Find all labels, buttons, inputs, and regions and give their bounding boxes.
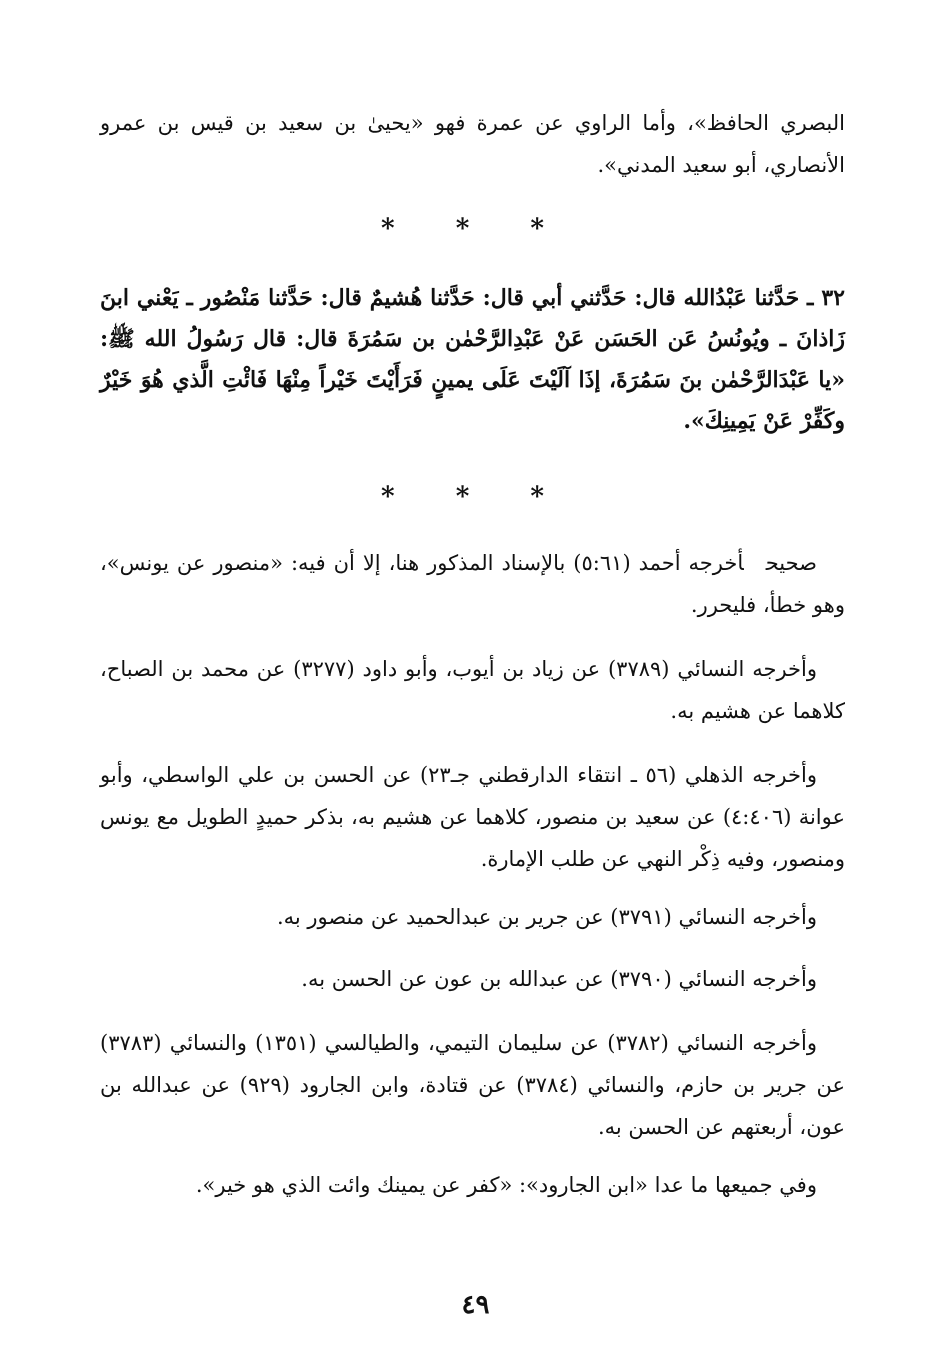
- paragraph-takhrij-multiple: وأخرجه النسائي (٣٧٨٢) عن سليمان التيمي، والطيالسي (١٣٥١) والنسائي (٣٧٨٣) عن جرير بن حازم، والنسائي (٣٧٨٤) عن قتادة، وابن الجارود (٩٢٩) عن عبدالله بن عون، أربعتهم عن الحسن به.: [100, 1031, 845, 1139]
- section-separator: * * *: [381, 482, 570, 512]
- paragraph-takhrij-nasai-ibnawn: وأخرجه النسائي (٣٧٩٠) عن عبدالله بن عون عن الحسن به.: [301, 967, 817, 991]
- paragraph-takhrij-ahmad: [100, 542, 845, 626]
- paragraph-takhrij-dhuhli: وأخرجه الذهلي (٥٦ ـ انتقاء الدارقطني جـ٢٣) عن الحسن بن علي الواسطي، وأبو عوانة (٤:٤٠٦) عن سعيد بن منصور، كلاهما عن هشيم به، بذكر حميدٍ الطويل مع يونس ومنصور، وفيه ذِكْر النهي عن طلب الإمارة.: [100, 763, 846, 871]
- paragraph-takhrij-nasai-jarir: وأخرجه النسائي (٣٧٩١) عن جرير بن عبدالحميد عن منصور به.: [276, 905, 817, 929]
- hadith-text: ٣٢ ـ حَدَّثنا عَبْدُالله قال: حَدَّثني أبي قال: حَدَّثنا هُشيمٌ قال: حَدَّثنا مَنْصُور ـ يَعْني ابنَ زَاذانَ ـ ويُونُسُ عَن الحَسَن عَنْ عَبْدِالرَّحْمٰن بن سَمُرَةَ قال: قال رَسُولُ الله ﷺ: «يا عَبْدَالرَّحْمٰن بنَ سَمُرَةَ، إذَا آلَيْتَ عَلَى يمينٍ فَرَأَيْتَ خَيْراً مِنْهَا فَائْتِ الَّذي هُوَ خَيْرٌ وكَفِّرْ عَنْ يَمِينِكَ».: [100, 285, 845, 434]
- grade-label: صحيح: [765, 551, 818, 575]
- page-number: ٤٩: [461, 1290, 490, 1320]
- paragraph-takhrij-nasai-abudawud: وأخرجه النسائي (٣٧٨٩) عن زياد بن أيوب، وأبو داود (٣٢٧٧) عن محمد بن الصباح، كلاهما عن هشيم به.: [100, 657, 845, 723]
- paragraph-continuation: البصري الحافظ»، وأما الراوي عن عمرة فهو «يحيىٰ بن سعيد بن قيس بن عمرو الأنصاري، أبو سعيد المدني».: [100, 111, 846, 177]
- section-separator: * * *: [381, 214, 570, 244]
- paragraph-text: أخرجه أحمد (٥:٦١) بالإسناد المذكور هنا، إلا أن فيه: «منصور عن يونس»، وهو خطأ، فليحرر.: [100, 551, 845, 617]
- paragraph-wording-note: وفي جميعها ما عدا «ابن الجارود»: «كفر عن يمينك وائت الذي هو خير».: [195, 1173, 817, 1197]
